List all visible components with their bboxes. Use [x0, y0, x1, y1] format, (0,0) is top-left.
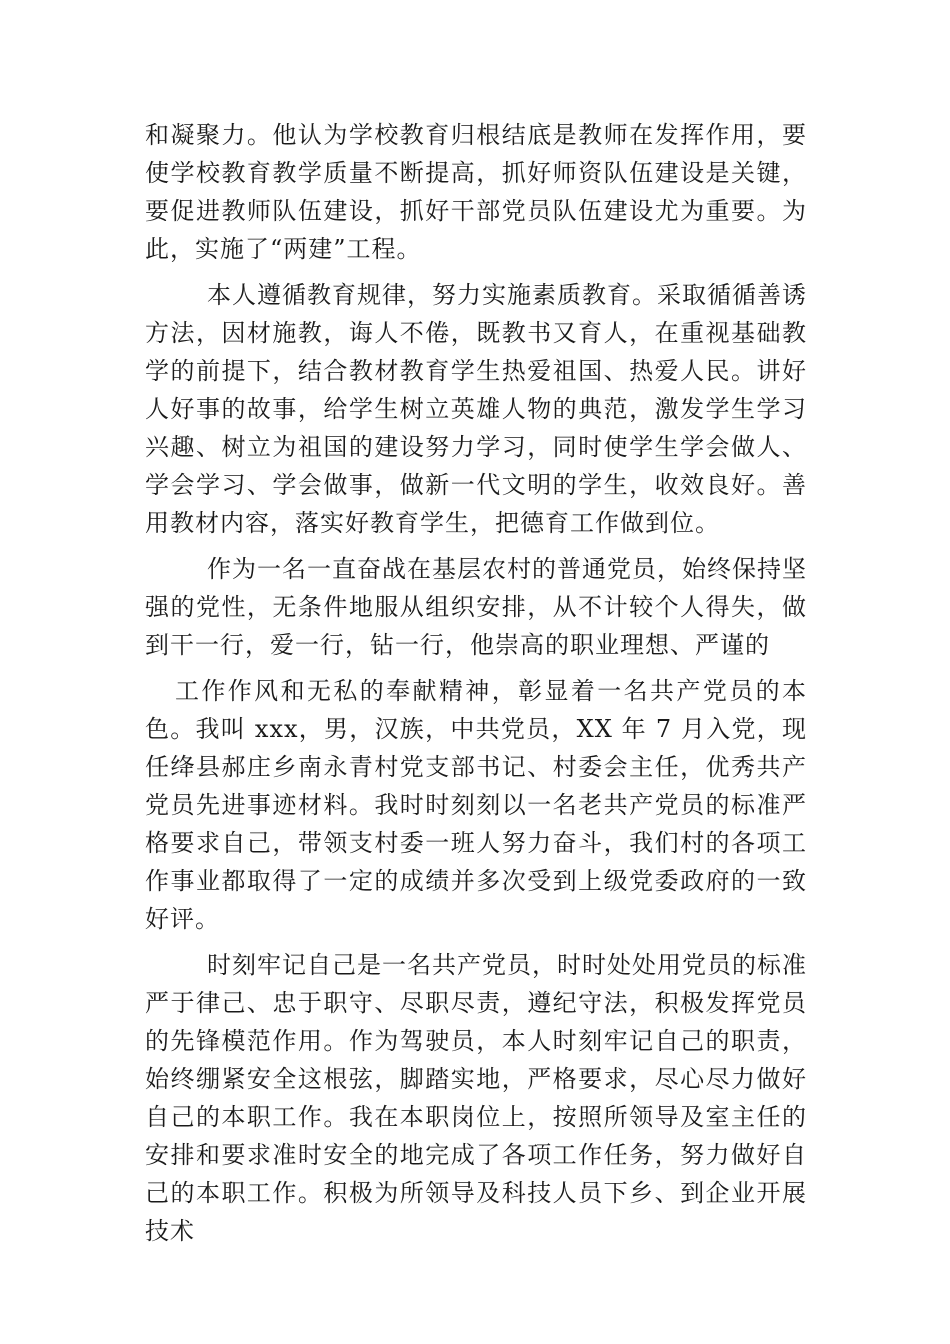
- paragraph-4: 工作作风和无私的奉献精神，彰显着一名共产党员的本色。我叫 xxx，男，汉族，中共党员，XX 年 7 月入党，现任绛县郝庄乡南永青村党支部书记、村委会主任，优秀共产党员先进事迹材料。我时时刻刻以一名老共产党员的标准严格要求自己，带领支村委一班人努力奋斗，我们村的各项工作事业都取得了一定的成绩并多次受到上级党委政府的一致好评。: [145, 677, 807, 933]
- paragraph-1: 和凝聚力。他认为学校教育归根结底是教师在发挥作用，要使学校教育教学质量不断提高，抓好师资队伍建设是关键，要促进教师队伍建设，抓好干部党员队伍建设尤为重要。为此，实施了“两建”工程。: [145, 121, 807, 263]
- paragraph-2: 本人遵循教育规律，努力实施素质教育。采取循循善诱方法，因材施教，诲人不倦，既教书又育人，在重视基础教学的前提下，结合教材教育学生热爱祖国、热爱人民。讲好人好事的故事，给学生树立英雄人物的典范，激发学生学习兴趣、树立为祖国的建设努力学习，同时使学生学会做人、学会学习、学会做事，做新一代文明的学生，收效良好。善用教材内容，落实好教育学生，把德育工作做到位。: [145, 281, 807, 537]
- paragraph-5: 时刻牢记自己是一名共产党员，时时处处用党员的标准严于律己、忠于职守、尽职尽责，遵纪守法，积极发挥党员的先锋模范作用。作为驾驶员，本人时刻牢记自己的职责，始终绷紧安全这根弦，脚踏实地，严格要求，尽心尽力做好自己的本职工作。我在本职岗位上，按照所领导及室主任的安排和要求准时安全的地完成了各项工作任务，努力做好自己的本职工作。积极为所领导及科技人员下乡、到企业开展技术: [145, 951, 807, 1245]
- paragraph-3: 作为一名一直奋战在基层农村的普通党员，始终保持坚强的党性，无条件地服从组织安排，从不计较个人得失，做到干一行，爱一行，钻一行，他崇高的职业理想、严谨的: [145, 555, 807, 659]
- document-body: [145, 116, 807, 1250]
